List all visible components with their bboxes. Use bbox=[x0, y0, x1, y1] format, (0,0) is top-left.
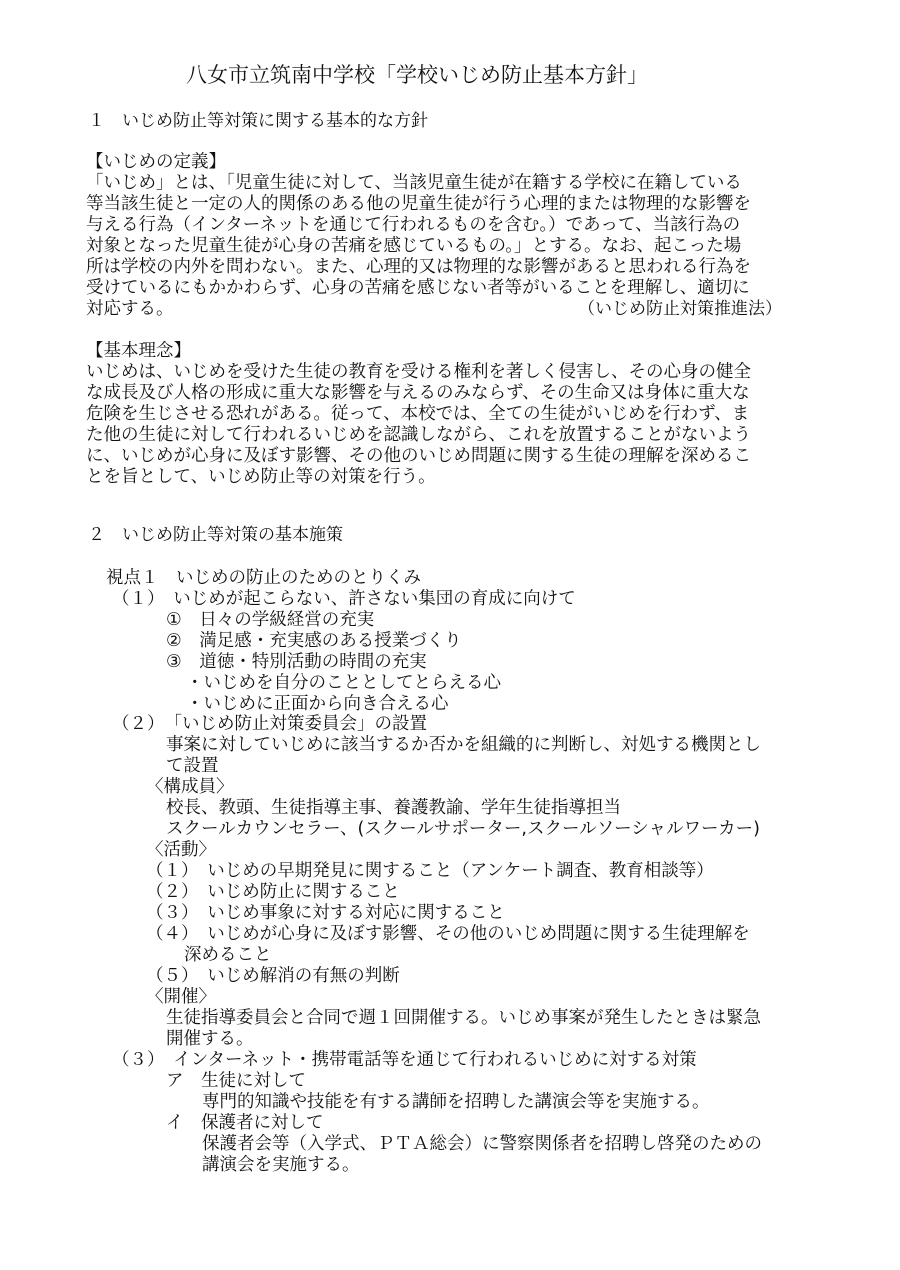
list-item: （２） 「いじめ防止対策委員会」の設置 bbox=[112, 714, 427, 734]
definition-source: （いじめ防止対策推進法） bbox=[578, 299, 782, 319]
principle-line: た他の生徒に対して行われるいじめを認識しながら、これを放置することがないよう bbox=[86, 425, 751, 445]
principle-line: な成長及び人格の形成に重大な影響を与えるのみならず、その生命又は身体に重大な bbox=[86, 383, 750, 403]
list-item: イ 保護者に対して bbox=[166, 1113, 324, 1133]
list-item: 深めること bbox=[184, 945, 272, 965]
list-item: （３） いじめ事象に対する対応に関すること bbox=[146, 903, 505, 923]
list-item: 専門的知識や技能を有する講師を招聘した講演会等を実施する。 bbox=[202, 1092, 710, 1112]
definition-line: 等当該生徒と一定の人的関係のある他の児童生徒が行う心理的または物理的な影響を bbox=[86, 194, 751, 214]
list-item: （５） いじめ解消の有無の判断 bbox=[146, 966, 400, 986]
definition-line: 所は学校の内外を問わない。また、心理的又は物理的な影響があると思われる行為を bbox=[86, 257, 751, 277]
list-item: 〈構成員〉 bbox=[146, 777, 234, 797]
list-item: 事案に対していじめに該当するか否かを組織的に判断し、対処する機関とし bbox=[166, 735, 761, 755]
list-item: て設置 bbox=[166, 756, 219, 776]
list-item: 開催する。 bbox=[166, 1029, 254, 1049]
list-item: ・いじめに正面から向き合える心 bbox=[186, 694, 449, 714]
list-item: ② 満足感・充実感のある授業づくり bbox=[166, 631, 462, 651]
definition-line: 与える行為（インターネットを通じて行われるものを含む。）であって、当該行為の bbox=[86, 215, 741, 235]
list-item: ア 生徒に対して bbox=[166, 1071, 306, 1091]
principle-line: に、いじめが心身に及ぼす影響、その他のいじめ問題に関する生徒の理解を深めるこ bbox=[86, 446, 751, 466]
list-item: 保護者会等（入学式、ＰＴＡ総会）に警察関係者を招聘し啓発のための bbox=[202, 1134, 762, 1154]
list-item: 〈開催〉 bbox=[146, 987, 216, 1007]
definition-line: 対応する。 bbox=[86, 299, 174, 319]
list-item: （１） いじめの早期発見に関すること（アンケート調査、教育相談等） bbox=[146, 861, 714, 881]
document-title: 八女市立筑南中学校「学校いじめ防止基本方針」 bbox=[186, 63, 648, 87]
principle-line: 危険を生じさせる恐れがある。従って、本校では、全ての生徒がいじめを行わず、ま bbox=[86, 404, 750, 424]
definition-label: 【いじめの定義】 bbox=[86, 152, 226, 172]
principle-line: いじめは、いじめを受けた生徒の教育を受ける権利を著しく侵害し、その心身の健全 bbox=[86, 362, 751, 382]
list-item: 〈活動〉 bbox=[146, 840, 216, 860]
principle-label: 【基本理念】 bbox=[86, 341, 191, 361]
principle-line: とを旨として、いじめ防止等の対策を行う。 bbox=[86, 467, 436, 487]
definition-line: 「いじめ」とは、「児童生徒に対して、当該児童生徒が在籍する学校に在籍している bbox=[86, 173, 742, 193]
list-item: （３） インターネット・携帯電話等を通じて行われるいじめに対する対策 bbox=[112, 1050, 697, 1070]
definition-line: 受けているにもかかわらず、心身の苦痛を感じない者等がいることを理解し、適切に bbox=[86, 278, 750, 298]
list-item: （２） いじめ防止に関すること bbox=[146, 882, 400, 902]
section-1-heading: １ いじめ防止等対策に関する基本的な方針 bbox=[88, 111, 428, 131]
list-item: （１） いじめが起こらない、許さない集団の育成に向けて bbox=[112, 589, 576, 609]
list-item: 校長、教頭、生徒指導主事、養護教諭、学年生徒指導担当 bbox=[166, 798, 621, 818]
list-item: スクールカウンセラー、(スクールサポーター,スクールソーシャルワーカー) bbox=[166, 819, 760, 839]
list-item: ① 日々の学級経営の充実 bbox=[166, 610, 375, 630]
list-item: 生徒指導委員会と合同で週１回開催する。いじめ事案が発生したときは緊急 bbox=[166, 1008, 761, 1028]
list-item: （４） いじめが心身に及ぼす影響、その他のいじめ問題に関する生徒理解を bbox=[146, 924, 750, 944]
definition-line: 対象となった児童生徒が心身の苦痛を感じているもの。」とする。なお、起こった場 bbox=[86, 236, 742, 256]
list-item: 講演会を実施する。 bbox=[202, 1155, 360, 1175]
viewpoint-heading: 視点１ いじめの防止のためのとりくみ bbox=[106, 568, 421, 588]
section-2-heading: ２ いじめ防止等対策の基本施策 bbox=[88, 525, 343, 545]
list-item: ・いじめを自分のこととしてとらえる心 bbox=[186, 673, 501, 693]
list-item: ③ 道徳・特別活動の時間の充実 bbox=[166, 652, 427, 672]
